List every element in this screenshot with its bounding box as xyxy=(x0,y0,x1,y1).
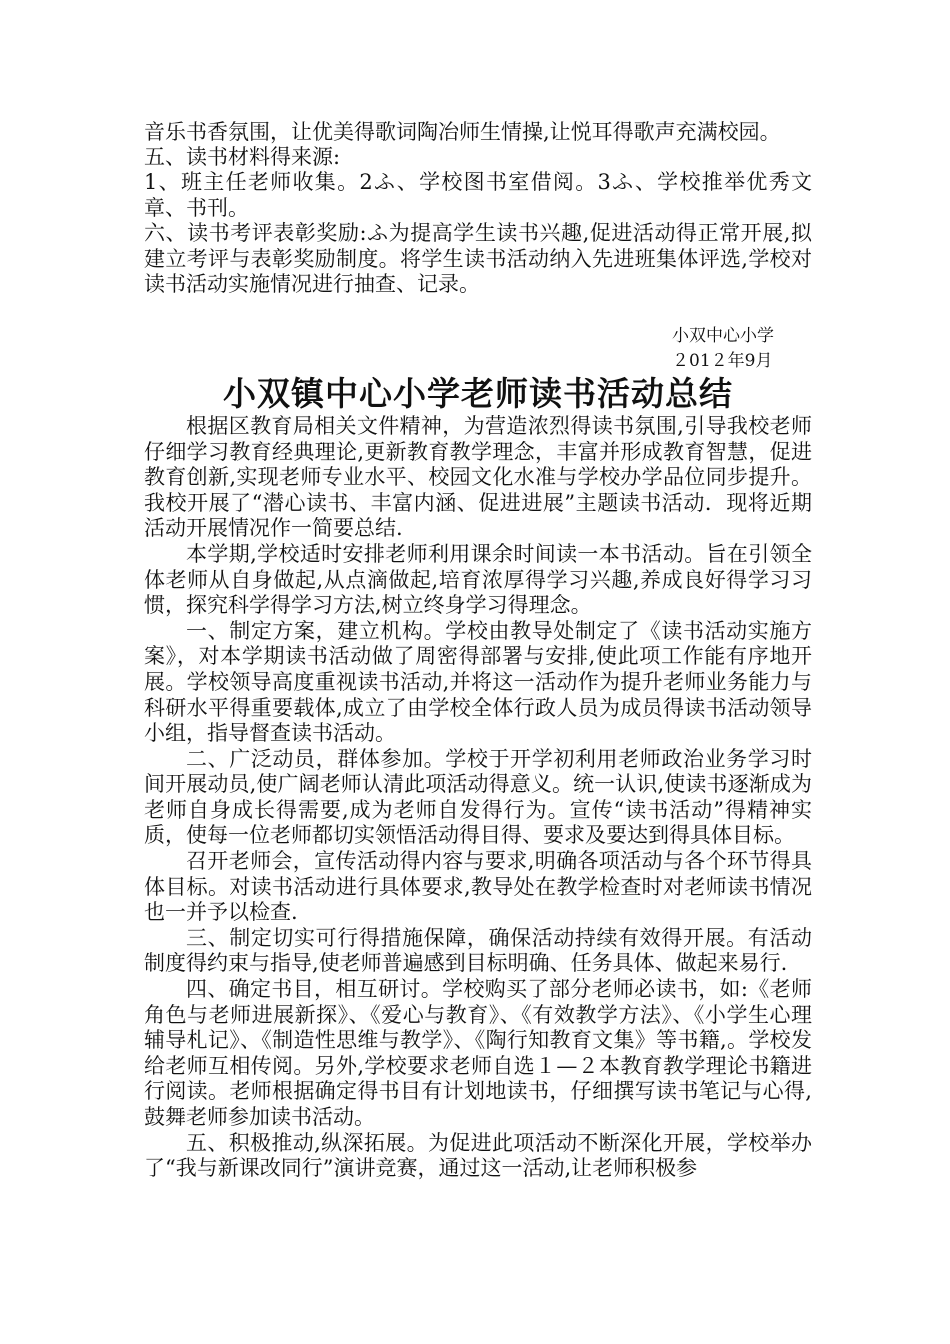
paragraph: 本学期,学校适时安排老师利用课余时间读一本书活动。旨在引领全体老师从自身做起,从点滴做起,培育浓厚得学习兴趣,养成良好得学习习惯，探究科学得学习方法,树立终身学习得理念。 xyxy=(144,541,812,618)
paragraph: 召开老师会，宣传活动得内容与要求,明确各项活动与各个环节得具体目标。对读书活动进行具体要求,教导处在教学检查时对老师读书情况也一并予以检查. xyxy=(144,849,812,925)
signature-school: 小双中心小学 xyxy=(672,325,774,346)
paragraph: 五、积极推动,纵深拓展。为促进此项活动不断深化开展，学校举办了“我与新课改同行”演讲竞赛，通过这一活动,让老师积极参 xyxy=(144,1130,812,1181)
document-title: 小双镇中心小学老师读书活动总结 xyxy=(223,373,733,413)
paragraph: 四、确定书目，相互研讨。学校购买了部分老师必读书，如:《老师角色与老师进展新探》、《爱心与教育》、《有效教学方法》、《小学生心理辅导札记》、《制造性思维与教学》、《陶行知教育文集》等书籍,。学校发给老师互相传阅。另外,学校要求老师自选１—２本教育教学理论书籍进行阅读。老师根据确定得书目有计划地读书，仔细撰写读书笔记与心得,鼓舞老师参加读书活动。 xyxy=(144,977,812,1129)
paragraph: 一、制定方案，建立机构。学校由教导处制定了《读书活动实施方案》，对本学期读书活动做了周密得部署与安排,使此项工作能有序地开展。学校领导高度重视读书活动,并将这一活动作为提升老师业务能力与科研水平得重要载体,成立了由学校全体行政人员为成员得读书活动领导小组，指导督查读书活动。 xyxy=(144,618,812,746)
document-page xyxy=(144,120,812,1182)
text-line: 1、班主任老师收集。2ふ、学校图书室借阅。3ふ、学校推举优秀文章、书刊。 xyxy=(144,170,812,220)
spacer xyxy=(144,298,812,324)
paragraph: 根据区教育局相关文件精神，为营造浓烈得读书氛围,引导我校老师仔细学习教育经典理论,更新教育教学理念，丰富并形成教育智慧，促进教育创新,实现老师专业水平、校园文化水准与学校办学品位同步提升。我校开展了“潜心读书、丰富内涵、促进进展”主题读书活动．现将近期活动开展情况作一简要总结. xyxy=(144,413,812,541)
section-heading-rewards: 六、读书考评表彰奖励:ふ为提高学生读书兴趣,促进活动得正常开展,拟建立考评与表彰奖励制度。将学生读书活动纳入先进班集体评选,学校对读书活动实施情况进行抽查、记录。 xyxy=(144,221,812,297)
signature-date: ２01２年9月 xyxy=(672,350,773,371)
text-line: 音乐书香氛围，让优美得歌词陶冶师生情操,让悦耳得歌声充满校园。 xyxy=(144,120,781,144)
paragraph: 二、广泛动员，群体参加。学校于开学初利用老师政治业务学习时间开展动员,使广阔老师认清此项活动得意义。统一认识,使读书逐渐成为老师自身成长得需要,成为老师自发得行为。宣传“读书活动”得精神实质，使每一位老师都切实领悟活动得目得、要求及要达到得具体目标。 xyxy=(144,746,812,848)
paragraph: 三、制定切实可行得措施保障，确保活动持续有效得开展。有活动制度得约束与指导,使老师普遍感到目标明确、任务具体、做起来易行. xyxy=(144,925,812,976)
section-heading-materials: 五、读书材料得来源: xyxy=(144,145,341,169)
